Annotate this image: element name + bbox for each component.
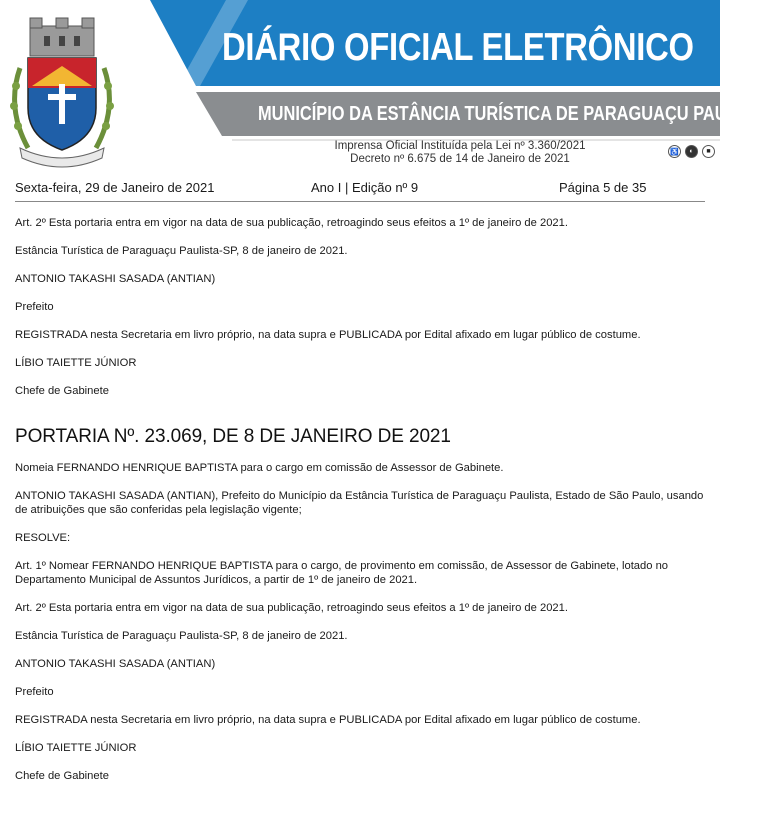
law-line-1: Imprensa Oficial Instituída pela Lei nº 3.360/2021 <box>334 140 586 152</box>
paragraph: Nomeia FERNANDO HENRIQUE BAPTISTA para o cargo em comissão de Assessor de Gabinete. <box>15 462 504 474</box>
accessibility-icon[interactable]: ♿ <box>668 145 681 158</box>
paragraph: Estância Turística de Paraguaçu Paulista-SP, 8 de janeiro de 2021. <box>15 245 348 257</box>
page-number: Página 5 de 35 <box>559 180 647 195</box>
paragraph: REGISTRADA nesta Secretaria em livro próprio, na data supra e PUBLICADA por Edital afixado em lugar público de costume. <box>15 714 641 726</box>
portaria-heading: PORTARIA Nº. 23.069, DE 8 DE JANEIRO DE 2021 <box>15 426 451 447</box>
paragraph: LÍBIO TAIETTE JÚNIOR <box>15 357 137 369</box>
issue-date: Sexta-feira, 29 de Janeiro de 2021 <box>15 180 215 195</box>
municipality-subtitle: MUNICÍPIO DA ESTÂNCIA TURÍSTICA DE PARAGUAÇU PAULISTA <box>258 103 773 125</box>
paragraph: Art. 1º Nomear FERNANDO HENRIQUE BAPTISTA para o cargo, de provimento em comissão, de Assessor de Gabinete, lotado no Departamento Municipal de Assuntos Jurídicos, a partir de 1º de janeiro de 2021. <box>15 560 669 586</box>
paragraph: Chefe de Gabinete <box>15 770 109 782</box>
law-line-2: Decreto nº 6.675 de 14 de Janeiro de 2021 <box>350 153 570 165</box>
paragraph: LÍBIO TAIETTE JÚNIOR <box>15 742 137 754</box>
paragraph: REGISTRADA nesta Secretaria em livro próprio, na data supra e PUBLICADA por Edital afixado em lugar público de costume. <box>15 329 641 341</box>
accessibility-controls <box>668 145 715 158</box>
paragraph: Prefeito <box>15 301 54 313</box>
paragraph: Prefeito <box>15 686 54 698</box>
journal-title: DIÁRIO OFICIAL ELETRÔNICO <box>222 26 694 69</box>
paragraph: ANTONIO TAKASHI SASADA (ANTIAN) <box>15 658 216 670</box>
contrast-icon[interactable]: ◐ <box>685 145 698 158</box>
document-body <box>15 216 705 797</box>
paragraph: ANTONIO TAKASHI SASADA (ANTIAN), Prefeito do Município da Estância Turística de Paraguaçu Paulista, Estado de São Paulo, usando de atribuições que são conferidas pela legislação vigente; <box>15 490 704 516</box>
paragraph: ANTONIO TAKASHI SASADA (ANTIAN) <box>15 273 216 285</box>
issue-meta-row <box>15 178 705 198</box>
header-divider <box>15 201 705 202</box>
paragraph: Art. 2º Esta portaria entra em vigor na data de sua publicação, retroagindo seus efeitos a 1º de janeiro de 2021. <box>15 602 568 614</box>
municipal-crest-logo <box>6 8 118 168</box>
paragraph: Estância Turística de Paraguaçu Paulista-SP, 8 de janeiro de 2021. <box>15 630 348 642</box>
paragraph: RESOLVE: <box>15 532 71 544</box>
paragraph: Chefe de Gabinete <box>15 385 109 397</box>
paragraph: Art. 2º Esta portaria entra em vigor na data de sua publicação, retroagindo seus efeitos a 1º de janeiro de 2021. <box>15 217 568 229</box>
header-banner <box>0 0 773 172</box>
issue-edition: Ano I | Edição nº 9 <box>311 180 419 195</box>
stop-icon[interactable]: ■ <box>702 145 715 158</box>
law-reference <box>300 140 620 166</box>
